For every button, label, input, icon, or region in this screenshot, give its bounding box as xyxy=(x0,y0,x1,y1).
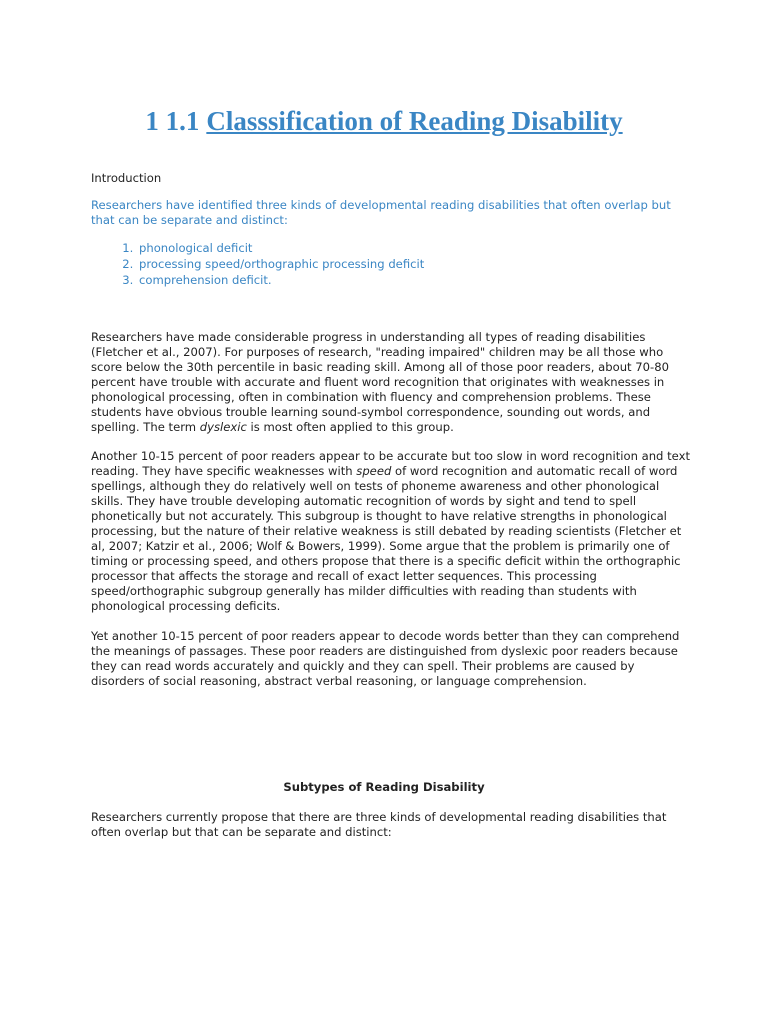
section-heading xyxy=(0,106,768,137)
section-title-link[interactable]: Classsification of Reading Disability xyxy=(206,106,623,136)
paragraph-phonological xyxy=(91,330,691,435)
paragraph-text: is most often applied to this group. xyxy=(246,420,454,434)
emphasis-text: dyslexic xyxy=(199,420,247,434)
section-number: 1 1.1 xyxy=(145,106,200,136)
subtypes-paragraph: Researchers currently propose that there are three kinds of developmental reading disabilities that often overlap but that can be separate and distinct: xyxy=(91,810,667,839)
intro-label: Introduction xyxy=(91,171,162,185)
paragraph-text: Researchers have made considerable progress in understanding all types of reading disabilities (Fletcher et al., 2007). For purposes of research, "reading impaired" children may be all those who score below the 30th percentile in basic reading skill. Among all of those poor readers, about 70-80 percent have trouble with accurate and fluent word recognition that originates with weaknesses in phonological processing, often in combination with fluency and comprehension problems. These students have obvious trouble learning sound-symbol correspondence, sounding out words, and spelling. The term xyxy=(91,330,669,434)
paragraph-processing-speed xyxy=(91,449,691,614)
deficit-list xyxy=(91,240,697,288)
paragraph-comprehension: Yet another 10-15 percent of poor readers appear to decode words better than they can comprehend the meanings of passages. These poor readers are distinguished from dyslexic poor readers because they can read words accurately and quickly and they can spell. Their problems are caused by disorders of social reasoning, abstract verbal reasoning, or language comprehension. xyxy=(91,629,680,688)
list-item: 3. comprehension deficit. xyxy=(137,272,697,288)
subtypes-heading: Subtypes of Reading Disability xyxy=(283,780,485,794)
emphasis-text: speed xyxy=(356,464,392,478)
paragraph-text: Another 10-15 percent of poor readers appear to be accurate but too slow in word recognition and text reading. They have specific weaknesses with xyxy=(91,449,690,478)
list-item: 2. processing speed/orthographic processing deficit xyxy=(137,256,697,272)
list-item: 1. phonological deficit xyxy=(137,240,697,256)
paragraph-text: of word recognition and automatic recall of word spellings, although they do relatively well on tests of phoneme awareness and other phonological skills. They have trouble developing automatic recognition of words by sight and tend to spell phonetically but not accurately. This subgroup is thought to have relative strengths in phonological processing, but the nature of their relative weakness is still debated by reading scientists (Fletcher et al, 2007; Katzir et al., 2006; Wolf & Bowers, 1999). Some argue that the problem is primarily one of timing or processing speed, and others propose that there is a specific deficit within the orthographic processor that affects the storage and recall of exact letter sequences. This processing speed/orthographic subgroup generally has milder difficulties with reading than students with phonological processing deficits. xyxy=(91,464,682,613)
intro-paragraph: Researchers have identified three kinds of developmental reading disabilities that often overlap but that can be separate and distinct: xyxy=(91,198,671,227)
